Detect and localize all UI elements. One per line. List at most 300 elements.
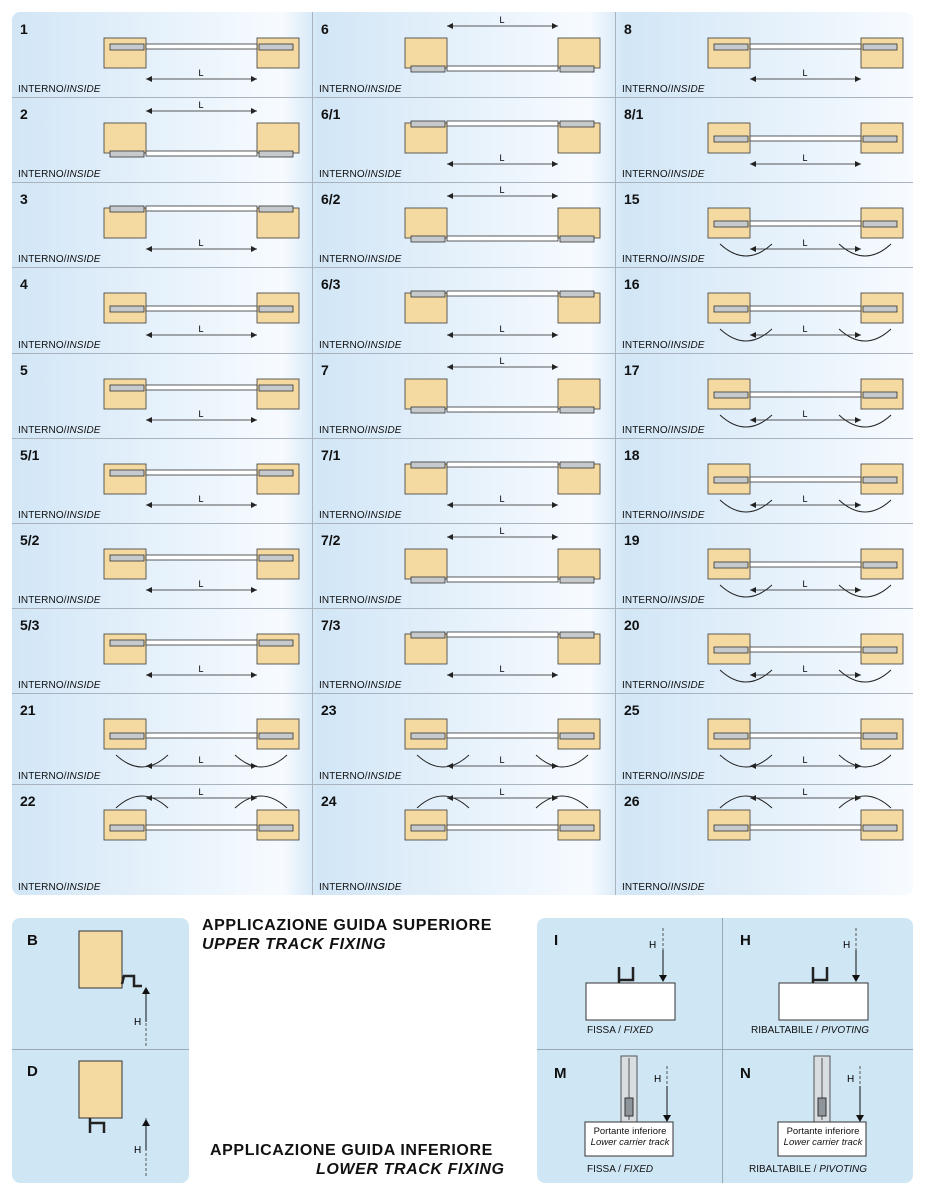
- config-cell: [616, 438, 913, 523]
- track-right: [560, 825, 594, 831]
- arrow-head: [146, 763, 152, 769]
- config-cell: [616, 784, 913, 895]
- track-right: [560, 66, 594, 72]
- inside-caption: [622, 254, 705, 265]
- config-cell: [313, 438, 615, 523]
- track-left: [714, 733, 748, 739]
- dimension-label: L: [802, 787, 808, 797]
- inside-caption-it: INTERNO/: [622, 680, 671, 691]
- wall-right: [558, 464, 600, 494]
- inside-caption-it: INTERNO/: [622, 510, 671, 521]
- arrow-head: [146, 587, 152, 593]
- wall-left: [708, 38, 750, 68]
- track-left: [110, 640, 144, 646]
- track-right: [863, 477, 897, 483]
- dimension-label: L: [802, 664, 808, 674]
- height-label: H: [843, 940, 851, 951]
- door-leaf: [146, 555, 257, 560]
- inside-caption-it: INTERNO/: [319, 680, 368, 691]
- arrow-head: [750, 763, 756, 769]
- track-left: [411, 825, 445, 831]
- inside-caption: [18, 882, 101, 893]
- inside-caption: [319, 680, 402, 691]
- caption-fixed: [587, 1164, 653, 1175]
- inside-caption-it: INTERNO/: [622, 169, 671, 180]
- track-left: [714, 44, 748, 50]
- caption-plain: FISSA /: [587, 1164, 624, 1175]
- config-drawing: [616, 784, 913, 895]
- inside-caption: [319, 882, 402, 893]
- track-right: [560, 632, 594, 638]
- caption-plain: RIBALTABILE /: [749, 1164, 820, 1175]
- inside-caption-en: INSIDE: [66, 680, 101, 691]
- carrier-track-en: Lower carrier track: [783, 1137, 863, 1148]
- inside-caption: [18, 169, 101, 180]
- inside-caption-it: INTERNO/: [18, 84, 67, 95]
- config-number: 2: [20, 106, 28, 122]
- wall-left: [104, 464, 146, 494]
- arrow-head: [251, 76, 257, 82]
- wall-left: [405, 549, 447, 579]
- door-leaf: [447, 577, 558, 582]
- arrow-head: [251, 332, 257, 338]
- config-number: 20: [624, 617, 640, 633]
- arrow-head: [663, 1115, 671, 1122]
- swing-arc: [839, 585, 891, 597]
- carrier-track-label: [586, 1126, 674, 1148]
- track-left: [411, 632, 445, 638]
- track-left: [110, 825, 144, 831]
- config-cell: [12, 438, 312, 523]
- wall-right: [257, 464, 299, 494]
- inside-caption: [18, 680, 101, 691]
- inside-caption-en: INSIDE: [367, 254, 402, 265]
- inside-caption-en: INSIDE: [66, 340, 101, 351]
- dimension-label: L: [198, 238, 204, 248]
- config-number: 7/3: [321, 617, 341, 633]
- door-leaf: [146, 151, 257, 156]
- dimension-label: L: [802, 153, 808, 163]
- dimension-label: L: [802, 494, 808, 504]
- dimension-label: L: [198, 324, 204, 334]
- wall-left: [405, 208, 447, 238]
- config-cell: [12, 608, 312, 693]
- config-cell: [616, 523, 913, 608]
- dimension-label: L: [499, 664, 505, 674]
- track-right: [863, 392, 897, 398]
- track-left: [714, 825, 748, 831]
- arrow-head: [855, 417, 861, 423]
- upper-title: APPLICAZIONE GUIDA SUPERIORE: [202, 917, 493, 934]
- track-right: [560, 291, 594, 297]
- swing-arc: [720, 244, 772, 256]
- config-number: 6/1: [321, 106, 341, 122]
- door-leaf: [146, 385, 257, 390]
- config-number: 22: [20, 793, 36, 809]
- wall-right: [257, 123, 299, 153]
- arrow-head: [750, 161, 756, 167]
- track-right: [863, 647, 897, 653]
- dimension-label: L: [802, 68, 808, 78]
- arrow-head: [855, 502, 861, 508]
- door-leaf: [447, 733, 558, 738]
- door-leaf: [750, 647, 861, 652]
- swing-arc: [417, 755, 469, 767]
- arrow-head: [146, 76, 152, 82]
- arrow-head: [552, 23, 558, 29]
- inside-caption: [319, 425, 402, 436]
- track-right: [863, 136, 897, 142]
- arrow-head: [855, 76, 861, 82]
- track-right: [259, 733, 293, 739]
- dimension-label: L: [499, 494, 505, 504]
- config-number: 6/2: [321, 191, 341, 207]
- inside-caption-it: INTERNO/: [319, 84, 368, 95]
- inside-caption-en: INSIDE: [670, 340, 705, 351]
- door-leaf: [447, 632, 558, 637]
- config-number: 23: [321, 702, 337, 718]
- config-cell: [616, 693, 913, 784]
- track-left: [411, 66, 445, 72]
- inside-caption-en: INSIDE: [367, 425, 402, 436]
- dimension-label: L: [802, 755, 808, 765]
- config-number: 7/1: [321, 447, 341, 463]
- dimension-label: L: [198, 579, 204, 589]
- track-right: [259, 151, 293, 157]
- label-h: H: [740, 932, 751, 949]
- upper-track-drawings: [12, 918, 189, 1183]
- arrow-head: [552, 672, 558, 678]
- track-left: [714, 562, 748, 568]
- track-right: [560, 121, 594, 127]
- arrow-head: [447, 23, 453, 29]
- wall-left: [405, 464, 447, 494]
- door-leaf: [750, 136, 861, 141]
- swing-arc: [720, 500, 772, 512]
- arrow-head: [750, 502, 756, 508]
- dimension-label: L: [499, 324, 505, 334]
- inside-caption-it: INTERNO/: [18, 254, 67, 265]
- inside-caption-en: INSIDE: [670, 771, 705, 782]
- inside-caption-it: INTERNO/: [622, 254, 671, 265]
- caption-pivoting: [749, 1164, 867, 1175]
- config-number: 24: [321, 793, 337, 809]
- inside-caption-en: INSIDE: [367, 340, 402, 351]
- arrow-head: [447, 763, 453, 769]
- inside-caption-it: INTERNO/: [319, 510, 368, 521]
- height-label: H: [654, 1074, 662, 1085]
- swing-arc: [839, 244, 891, 256]
- lower-track-box: [537, 918, 913, 1183]
- swing-arc: [839, 500, 891, 512]
- inside-caption: [622, 680, 705, 691]
- arrow-head: [552, 502, 558, 508]
- arrow-head: [251, 108, 257, 114]
- inside-caption: [622, 84, 705, 95]
- inside-caption: [319, 510, 402, 521]
- track-profile: [813, 967, 827, 983]
- config-number: 5/2: [20, 532, 40, 548]
- inside-caption-it: INTERNO/: [319, 425, 368, 436]
- inside-caption-en: INSIDE: [367, 882, 402, 893]
- wall-left: [405, 38, 447, 68]
- arrow-head: [447, 193, 453, 199]
- config-cell: [313, 267, 615, 353]
- track-left: [411, 291, 445, 297]
- lower-subtitle: LOWER TRACK FIXING: [316, 1161, 505, 1178]
- inside-caption: [622, 882, 705, 893]
- track-profile: [619, 967, 633, 983]
- arrow-head: [552, 763, 558, 769]
- config-cell: [616, 97, 913, 182]
- caption-italic: FIXED: [623, 1164, 654, 1175]
- config-cell: [313, 353, 615, 438]
- door-leaf: [750, 306, 861, 311]
- track-right: [259, 44, 293, 50]
- dimension-label: L: [198, 409, 204, 419]
- wall-right: [558, 379, 600, 409]
- dimension-label: L: [802, 324, 808, 334]
- dimension-label: L: [198, 100, 204, 110]
- arrow-head: [750, 76, 756, 82]
- config-number: 19: [624, 532, 640, 548]
- box-divider: [12, 1049, 189, 1050]
- inside-caption: [622, 510, 705, 521]
- inside-caption-en: INSIDE: [367, 169, 402, 180]
- door-leaf: [750, 733, 861, 738]
- inside-caption-it: INTERNO/: [622, 425, 671, 436]
- wheel-bracket: [625, 1098, 633, 1116]
- inside-caption: [622, 595, 705, 606]
- inside-caption-en: INSIDE: [367, 771, 402, 782]
- inside-caption-it: INTERNO/: [18, 510, 67, 521]
- arrow-head: [447, 502, 453, 508]
- wall-right: [558, 549, 600, 579]
- track-right: [259, 640, 293, 646]
- config-cell: [12, 97, 312, 182]
- lower-title: APPLICAZIONE GUIDA INFERIORE: [210, 1142, 493, 1159]
- track-right: [259, 470, 293, 476]
- config-cell: [616, 353, 913, 438]
- config-drawing: [313, 784, 615, 895]
- config-number: 26: [624, 793, 640, 809]
- inside-caption: [622, 771, 705, 782]
- wall-left: [104, 379, 146, 409]
- config-cell: [12, 523, 312, 608]
- config-number: 6: [321, 21, 329, 37]
- config-drawing: [12, 784, 312, 895]
- inside-caption-it: INTERNO/: [319, 340, 368, 351]
- inside-caption-en: INSIDE: [66, 254, 101, 265]
- track-right: [259, 385, 293, 391]
- swing-arc: [720, 585, 772, 597]
- arrow-head: [447, 161, 453, 167]
- arrow-head: [251, 502, 257, 508]
- dimension-label: L: [198, 494, 204, 504]
- label-b: B: [27, 932, 38, 949]
- inside-caption-it: INTERNO/: [18, 680, 67, 691]
- door-leaf: [750, 825, 861, 830]
- inside-caption-it: INTERNO/: [18, 882, 67, 893]
- inside-caption-it: INTERNO/: [622, 882, 671, 893]
- door-leaf: [750, 562, 861, 567]
- arrow-head: [552, 332, 558, 338]
- config-number: 5/1: [20, 447, 40, 463]
- track-right: [259, 206, 293, 212]
- track-left: [411, 407, 445, 413]
- track-left: [110, 555, 144, 561]
- wall-right: [558, 634, 600, 664]
- inside-caption-en: INSIDE: [367, 680, 402, 691]
- inside-caption: [319, 84, 402, 95]
- track-left: [110, 385, 144, 391]
- height-label: H: [649, 940, 657, 951]
- config-cell: [12, 693, 312, 784]
- inside-caption: [319, 340, 402, 351]
- config-cell: [313, 523, 615, 608]
- inside-caption-it: INTERNO/: [18, 595, 67, 606]
- wheel-bracket: [818, 1098, 826, 1116]
- wall-right: [257, 634, 299, 664]
- track-left: [714, 647, 748, 653]
- inside-caption-it: INTERNO/: [622, 340, 671, 351]
- height-label: H: [134, 1145, 142, 1156]
- dimension-label: L: [499, 185, 505, 195]
- track-right: [863, 825, 897, 831]
- height-label: H: [847, 1074, 855, 1085]
- arrow-head: [855, 161, 861, 167]
- swing-arc: [235, 755, 287, 767]
- wall-left: [405, 123, 447, 153]
- dimension-label: L: [499, 15, 505, 25]
- swing-arc: [839, 755, 891, 767]
- inside-caption-en: INSIDE: [670, 254, 705, 265]
- config-cell: [12, 182, 312, 267]
- carrier-track-it: Portante inferiore: [593, 1126, 667, 1137]
- inside-caption: [319, 771, 402, 782]
- dimension-label: L: [499, 153, 505, 163]
- door-leaf: [750, 221, 861, 226]
- track-right: [863, 733, 897, 739]
- arrow-head: [856, 1115, 864, 1122]
- inside-caption-en: INSIDE: [66, 84, 101, 95]
- inside-caption: [18, 771, 101, 782]
- caption-pivoting: [751, 1025, 869, 1036]
- inside-caption-it: INTERNO/: [622, 595, 671, 606]
- inside-caption-en: INSIDE: [367, 84, 402, 95]
- arrow-head: [855, 246, 861, 252]
- inside-caption-en: INSIDE: [66, 510, 101, 521]
- arrow-head: [552, 534, 558, 540]
- caption-italic: PIVOTING: [821, 1025, 870, 1036]
- wall-left: [104, 38, 146, 68]
- inside-caption: [18, 510, 101, 521]
- wall-left: [104, 549, 146, 579]
- config-number: 1: [20, 21, 28, 37]
- wall-left: [104, 634, 146, 664]
- arrow-head: [750, 672, 756, 678]
- door-leaf: [146, 206, 257, 211]
- floor-block: [586, 983, 675, 1020]
- inside-caption-en: INSIDE: [66, 595, 101, 606]
- track-left: [110, 306, 144, 312]
- arrow-head: [146, 502, 152, 508]
- wall-right: [257, 208, 299, 238]
- inside-caption-it: INTERNO/: [18, 771, 67, 782]
- arrow-head: [142, 1119, 150, 1126]
- track-right: [863, 44, 897, 50]
- wall-block: [79, 931, 122, 988]
- arrow-head: [855, 672, 861, 678]
- dimension-label: L: [198, 68, 204, 78]
- track-left: [411, 121, 445, 127]
- arrow-head: [146, 246, 152, 252]
- track-left: [411, 236, 445, 242]
- installation-diagram-grid: [12, 12, 913, 895]
- arrow-head: [142, 987, 150, 994]
- track-right: [259, 825, 293, 831]
- caption-fixed: [587, 1025, 653, 1036]
- label-i: I: [554, 932, 559, 949]
- config-cell: [12, 12, 312, 97]
- arrow-head: [447, 672, 453, 678]
- door-leaf: [447, 236, 558, 241]
- dimension-label: L: [198, 755, 204, 765]
- config-number: 7/2: [321, 532, 341, 548]
- dimension-label: L: [198, 664, 204, 674]
- inside-caption-it: INTERNO/: [319, 771, 368, 782]
- dimension-label: L: [499, 787, 505, 797]
- wall-left: [405, 379, 447, 409]
- track-right: [560, 407, 594, 413]
- caption-italic: FIXED: [623, 1025, 654, 1036]
- box-divider: [722, 918, 723, 1183]
- arrow-head: [750, 246, 756, 252]
- wall-block: [79, 1061, 122, 1118]
- inside-caption-en: INSIDE: [670, 882, 705, 893]
- config-cell: [616, 267, 913, 353]
- swing-arc: [116, 755, 168, 767]
- config-cell: [616, 608, 913, 693]
- track-left: [411, 577, 445, 583]
- config-cell: [616, 12, 913, 97]
- caption-plain: FISSA /: [587, 1025, 624, 1036]
- config-cell: [313, 12, 615, 97]
- arrow-head: [855, 332, 861, 338]
- dimension-label: L: [802, 579, 808, 589]
- arrow-head: [447, 534, 453, 540]
- arrow-head: [447, 364, 453, 370]
- door-leaf: [750, 44, 861, 49]
- label-n: N: [740, 1065, 751, 1082]
- track-profile: [122, 976, 142, 986]
- config-number: 5: [20, 362, 28, 378]
- door-leaf: [750, 477, 861, 482]
- config-cell: [12, 784, 312, 895]
- carrier-track-en: Lower carrier track: [590, 1137, 670, 1148]
- inside-caption: [319, 254, 402, 265]
- track-right: [259, 555, 293, 561]
- dimension-label: L: [802, 409, 808, 419]
- track-left: [110, 733, 144, 739]
- box-divider: [537, 1049, 913, 1050]
- arrow-head: [447, 332, 453, 338]
- arrow-head: [855, 587, 861, 593]
- wall-right: [861, 38, 903, 68]
- config-number: 18: [624, 447, 640, 463]
- inside-caption-en: INSIDE: [367, 510, 402, 521]
- inside-caption: [18, 425, 101, 436]
